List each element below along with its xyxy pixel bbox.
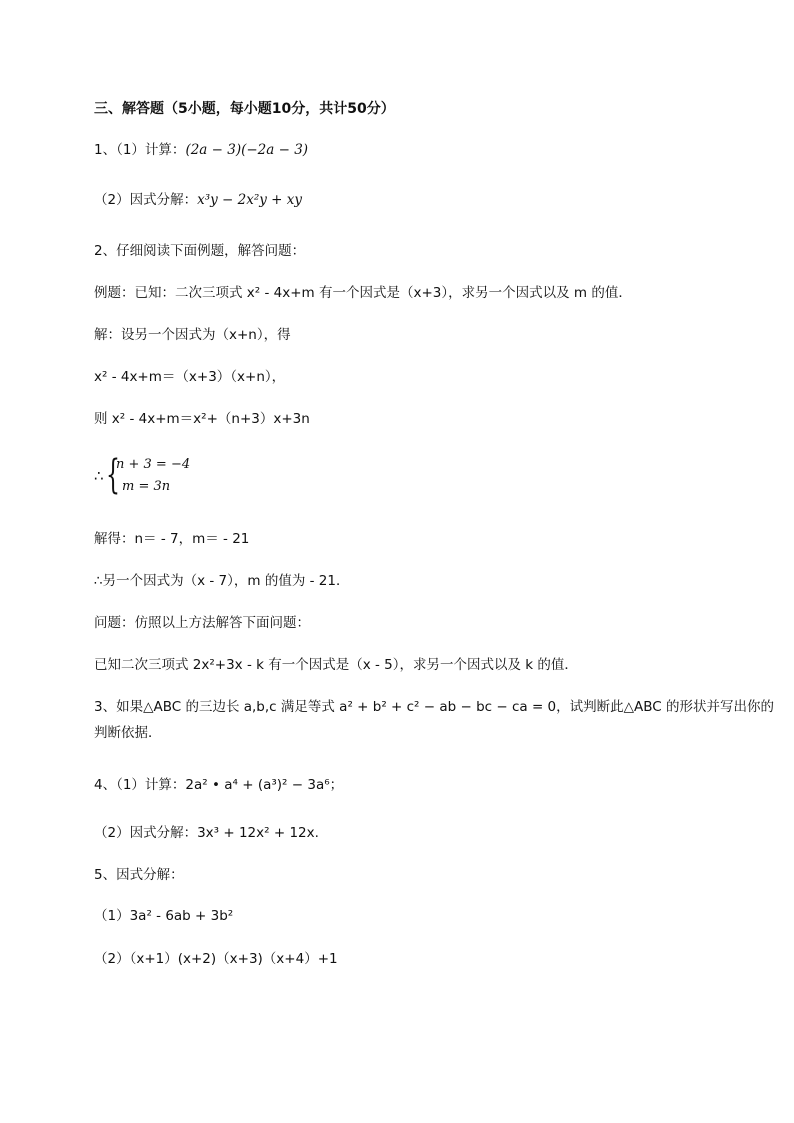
left-brace-icon: { <box>106 452 120 498</box>
q2-step2: 则 x² - 4x+m＝x²+（n+3）x+3n <box>94 411 310 427</box>
system-equation-2: m = 3n <box>122 479 171 494</box>
q3-line1: 3、如果△ABC 的三边长 a,b,c 满足等式 a² + b² + c² − ab − bc − ca = 0，试判断此△ABC 的形状并写出你的 <box>94 699 775 715</box>
system-equation-1: n + 3 = −4 <box>116 457 191 472</box>
q1-part2-prefix: （2）因式分解： <box>94 192 198 208</box>
q4-part2: （2）因式分解：3x³ + 12x² + 12x. <box>94 825 319 841</box>
q2-solve: 解得：n＝ - 7，m＝ - 21 <box>94 531 250 547</box>
q2-conclusion: ∴另一个因式为（x - 7），m 的值为 - 21． <box>94 573 350 589</box>
therefore-symbol: ∴ <box>94 467 104 485</box>
q5-part2: （2）（x+1）(x+2)（x+3)（x+4）+1 <box>94 951 338 967</box>
q3-line2: 判断依据． <box>94 725 162 741</box>
q1-part1-prefix: 1、（1）计算： <box>94 142 186 158</box>
q1-part1-expression: (2a − 3)(−2a − 3) <box>185 142 309 158</box>
q2-step1: x² - 4x+m＝（x+3）（x+n）， <box>94 369 286 385</box>
q5-intro: 5、因式分解： <box>94 867 184 883</box>
q2-problem: 已知二次三项式 2x²+3x - k 有一个因式是（x - 5），求另一个因式以及 k 的值． <box>94 657 578 673</box>
equation-system <box>94 452 214 499</box>
q2-solution-start: 解：设另一个因式为（x+n），得 <box>94 327 291 343</box>
section-heading: 三、解答题（5小题，每小题10分，共计50分） <box>94 101 395 117</box>
q1-part2 <box>94 190 302 210</box>
q4-part1: 4、（1）计算：2a² • a⁴ + (a³)² − 3a⁶； <box>94 777 344 793</box>
q1-part1 <box>94 140 308 160</box>
q5-part1: （1）3a² - 6ab + 3b² <box>94 908 234 924</box>
q2-intro: 2、仔细阅读下面例题，解答问题： <box>94 243 306 259</box>
q1-part2-expression: x³y − 2x²y + xy <box>197 192 303 208</box>
q2-example: 例题：已知：二次三项式 x² - 4x+m 有一个因式是（x+3），求另一个因式以及 m 的值． <box>94 285 632 301</box>
q2-problem-intro: 问题：仿照以上方法解答下面问题： <box>94 615 310 631</box>
